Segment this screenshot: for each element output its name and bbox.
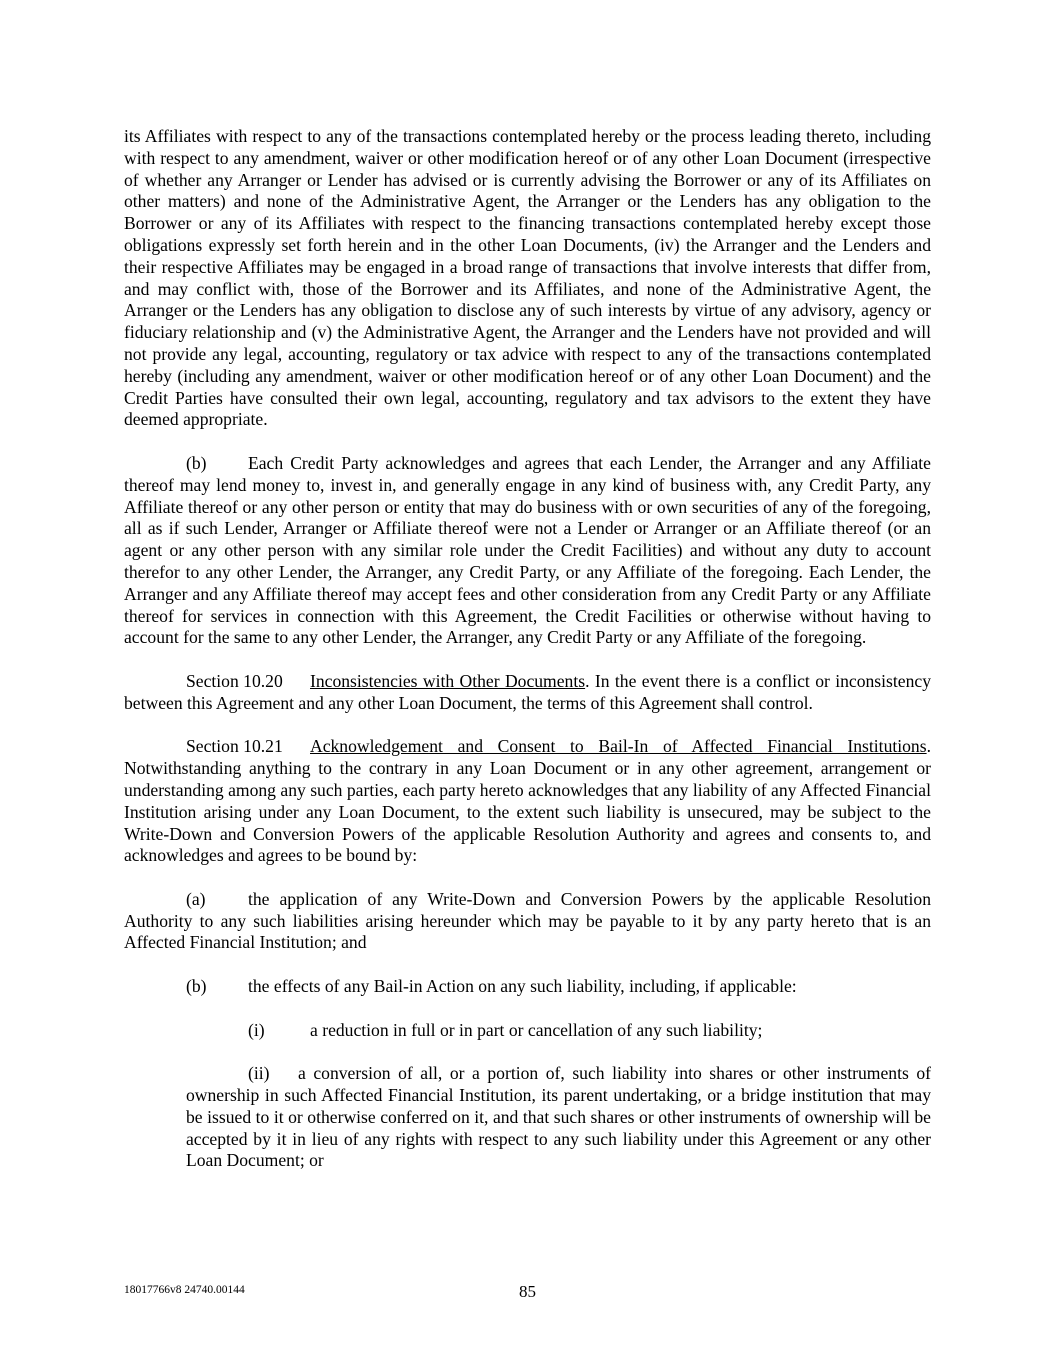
clause-text: the effects of any Bail-in Action on any such liability, including, if applicable: [248, 976, 797, 997]
section-10-20 [124, 671, 931, 715]
clause-text: a reduction in full or in part or cancellation of any such liability; [310, 1019, 763, 1040]
clause-a [124, 889, 931, 954]
section-title: Inconsistencies with Other Documents [310, 670, 586, 691]
clause-i [248, 1020, 931, 1042]
clause-text: the application of any Write-Down and Conversion Powers by the applicable Resolution Authority to any such liabilities arising hereunder which may be payable to it by any party hereto that is an Affected Financial Institution; and [124, 888, 931, 953]
clause-label: (b) [186, 976, 207, 997]
section-number: Section 10.20 [186, 670, 283, 691]
section-title: Acknowledgement and Consent to Bail-In of Affected Financial Institutions [310, 736, 927, 757]
continuation-paragraph: its Affiliates with respect to any of the transactions contemplated hereby or the process leading thereto, including with respect to any amendment, waiver or other modification hereof or of any other Loan Document (irrespective of whether any Arranger or Lender has advised or is currently advising the Borrower or any of its Affiliates on other matters) and none of the Administrative Agent, the Arranger or the Lenders has any obligation to the Borrower or any of its Affiliates with respect to the financing transactions contemplated hereby except those obligations expressly set forth herein and in the other Loan Documents, (iv) the Arranger and the Lenders and their respective Affiliates may be engaged in a broad range of transactions that involve interests that differ from, and may conflict with, those of the Borrower and its Affiliates, and none of the Administrative Agent, the Arranger or the Lenders has any obligation to disclose any of such interests by virtue of any advisory, agency or fiduciary relationship and (v) the Administrative Agent, the Arranger and the Lenders have not provided and will not provide any legal, accounting, regulatory or tax advice with respect to any of the transactions contemplated hereby (including any amendment, waiver or other modification hereof or of any other Loan Document) and the Credit Parties have consulted their own legal, accounting, regulatory and tax advisors to the extent they have deemed appropriate. [124, 126, 931, 430]
clause-ii [186, 1063, 931, 1172]
section-10-21 [124, 736, 931, 867]
clause-label: (a) [186, 888, 206, 909]
clause-label: (ii) [248, 1063, 270, 1084]
paragraph-b-credit-party [124, 453, 931, 649]
section-number: Section 10.21 [186, 736, 283, 757]
section-text: . In the event there is a conflict or inconsistency between this Agreement and any other Loan Document, the terms of this Agreement shall control. [124, 670, 931, 713]
paragraph-label: (b) [186, 452, 207, 473]
document-id: 18017766v8 24740.00144 [124, 1284, 245, 1296]
clause-label: (i) [248, 1019, 265, 1040]
document-body [124, 126, 931, 1194]
clause-text: a conversion of all, or a portion of, such liability into shares or other instruments of ownership in such Affected Financial Institution, its parent undertaking, or a bridge institution that may be issued to it or otherwise conferred on it, and that such shares or other instruments of ownership will be accepted by it in lieu of any rights with respect to any such liability under this Agreement or any other Loan Document; or [186, 1063, 931, 1171]
page-number: 85 [519, 1282, 536, 1301]
section-text: . Notwithstanding anything to the contrary in any Loan Document or in any other agreement, arrangement or understanding among any such parties, each party hereto acknowledges that any liability of any Affected Financial Institution arising under any Loan Document, to the extent such liability is unsecured, may be subject to the Write-Down and Conversion Powers of the applicable Resolution Authority and agrees and consents to, and acknowledges and agrees to be bound by: [124, 736, 931, 866]
clause-b [186, 976, 931, 998]
paragraph-text: Each Credit Party acknowledges and agrees that each Lender, the Arranger and any Affiliate thereof may lend money to, invest in, and generally engage in any kind of business with, any Credit Party, any Affiliate thereof or any other person or entity that may do business with or own securities of any of the foregoing, all as if such Lender, Arranger or Affiliate thereof were not a Lender or Arranger or an Affiliate thereof (or an agent or any other person with any similar role under the Credit Facilities) and without any duty to account therefor to any other Lender, the Arranger, any Credit Party, or any Affiliate of the foregoing. Each Lender, the Arranger and any Affiliate thereof may accept fees and other consideration from any Credit Party or any Affiliate thereof for services in connection with this Agreement, the Credit Facilities or otherwise without having to account for the same to any other Lender, the Arranger, any Credit Party or any Affiliate of the foregoing. [124, 452, 931, 648]
